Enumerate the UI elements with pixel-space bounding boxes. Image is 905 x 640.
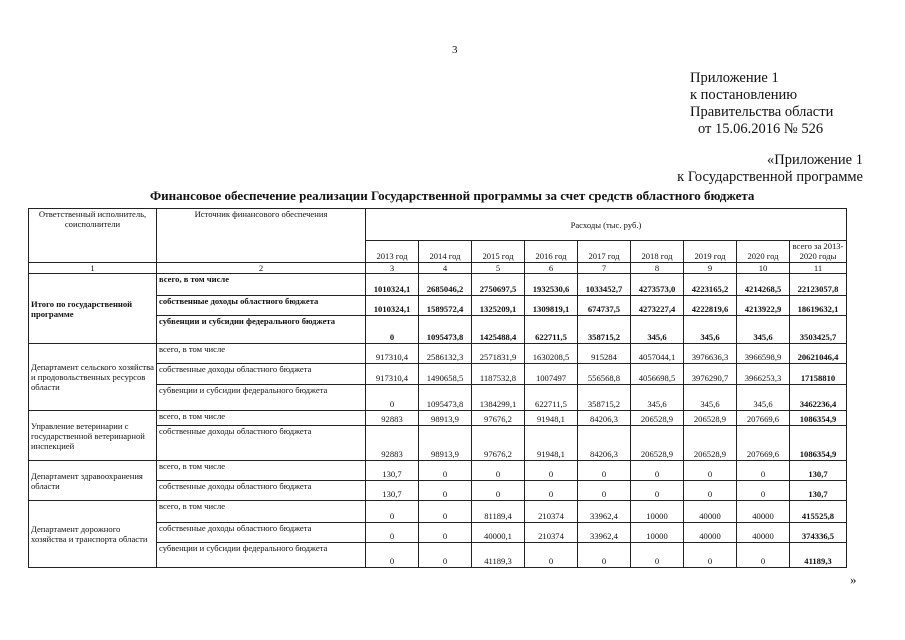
value-cell: 1095473,8 <box>419 316 472 344</box>
value-cell: 358715,2 <box>578 316 631 344</box>
value-cell: 97676,2 <box>472 426 525 461</box>
value-cell: 0 <box>419 481 472 501</box>
value-cell: 0 <box>366 385 419 411</box>
value-cell: 4213922,9 <box>737 296 790 316</box>
table-column-numbers-row <box>29 263 847 274</box>
total-cell: 130,7 <box>790 481 847 501</box>
row-source: собственные доходы областного бюджета <box>157 426 366 461</box>
value-cell: 0 <box>631 481 684 501</box>
row-source: собственные доходы областного бюджета <box>157 364 366 385</box>
header-year: 2020 год <box>737 241 790 263</box>
value-cell: 1010324,1 <box>366 274 419 296</box>
value-cell: 4273227,4 <box>631 296 684 316</box>
value-cell: 674737,5 <box>578 296 631 316</box>
total-cell: 3462236,4 <box>790 385 847 411</box>
total-cell: 41189,3 <box>790 543 847 568</box>
total-cell: 374336,5 <box>790 523 847 543</box>
row-source: всего, в том числе <box>157 501 366 523</box>
value-cell: 2586132,3 <box>419 344 472 364</box>
appendix-header <box>690 70 833 138</box>
value-cell: 1095473,8 <box>419 385 472 411</box>
column-number: 8 <box>631 263 684 274</box>
row-source: собственные доходы областного бюджета <box>157 296 366 316</box>
value-cell: 4057044,1 <box>631 344 684 364</box>
value-cell: 91948,1 <box>525 411 578 426</box>
value-cell: 84206,3 <box>578 411 631 426</box>
value-cell: 345,6 <box>631 385 684 411</box>
value-cell: 1589572,4 <box>419 296 472 316</box>
financing-table <box>28 208 847 568</box>
value-cell: 0 <box>472 461 525 481</box>
value-cell: 0 <box>419 543 472 568</box>
column-number: 4 <box>419 263 472 274</box>
value-cell: 98913,9 <box>419 426 472 461</box>
value-cell: 84206,3 <box>578 426 631 461</box>
row-source: всего, в том числе <box>157 274 366 296</box>
row-group-name: Департамент дорожного хозяйства и транспорта области <box>29 501 157 568</box>
value-cell: 4223165,2 <box>684 274 737 296</box>
value-cell: 3976290,7 <box>684 364 737 385</box>
value-cell: 1425488,4 <box>472 316 525 344</box>
value-cell: 1630208,5 <box>525 344 578 364</box>
column-number: 10 <box>737 263 790 274</box>
total-cell: 18619632,1 <box>790 296 847 316</box>
appendix-line-4: от 15.06.2016 № 526 <box>698 121 824 137</box>
table-row <box>29 501 847 523</box>
total-cell: 3503425,7 <box>790 316 847 344</box>
value-cell: 40000 <box>684 523 737 543</box>
value-cell: 0 <box>578 543 631 568</box>
value-cell: 358715,2 <box>578 385 631 411</box>
value-cell: 556568,8 <box>578 364 631 385</box>
total-cell: 1086354,9 <box>790 411 847 426</box>
header-year: 2018 год <box>631 241 684 263</box>
row-group-name: Департамент здравоохранения области <box>29 461 157 501</box>
header-year: 2016 год <box>525 241 578 263</box>
value-cell: 206528,9 <box>631 411 684 426</box>
row-source: всего, в том числе <box>157 461 366 481</box>
value-cell: 3976636,3 <box>684 344 737 364</box>
value-cell: 210374 <box>525 501 578 523</box>
value-cell: 0 <box>366 523 419 543</box>
value-cell: 0 <box>525 461 578 481</box>
header-total: всего за 2013-2020 годы <box>790 241 847 263</box>
program-appendix-line-2: к Государственной программе <box>677 169 863 185</box>
value-cell: 3966598,9 <box>737 344 790 364</box>
value-cell: 207669,6 <box>737 426 790 461</box>
header-year: 2019 год <box>684 241 737 263</box>
value-cell: 10000 <box>631 501 684 523</box>
column-number: 11 <box>790 263 847 274</box>
appendix-line-3: Правительства области <box>690 104 834 120</box>
value-cell: 1490658,5 <box>419 364 472 385</box>
value-cell: 0 <box>684 481 737 501</box>
total-cell: 22123057,8 <box>790 274 847 296</box>
value-cell: 130,7 <box>366 461 419 481</box>
table-row <box>29 274 847 296</box>
value-cell: 0 <box>737 543 790 568</box>
header-expenses: Расходы (тыс. руб.) <box>366 209 847 241</box>
value-cell: 0 <box>366 501 419 523</box>
value-cell: 345,6 <box>684 316 737 344</box>
value-cell: 40000 <box>684 501 737 523</box>
value-cell: 917310,4 <box>366 344 419 364</box>
value-cell: 1187532,8 <box>472 364 525 385</box>
header-source: Источник финансового обеспечения <box>157 209 366 263</box>
total-cell: 17158810 <box>790 364 847 385</box>
document-title: Финансовое обеспечение реализации Государственной программы за счет средств областного бюджета <box>150 188 755 203</box>
value-cell: 206528,9 <box>631 426 684 461</box>
appendix-line-2: к постановлению <box>690 87 798 103</box>
value-cell: 92883 <box>366 411 419 426</box>
value-cell: 622711,5 <box>525 385 578 411</box>
value-cell: 40000,1 <box>472 523 525 543</box>
value-cell: 0 <box>419 501 472 523</box>
value-cell: 345,6 <box>737 316 790 344</box>
value-cell: 0 <box>578 461 631 481</box>
header-year: 2017 год <box>578 241 631 263</box>
value-cell: 92883 <box>366 426 419 461</box>
value-cell: 81189,4 <box>472 501 525 523</box>
value-cell: 345,6 <box>737 385 790 411</box>
row-source: субвенции и субсидии федерального бюджета <box>157 543 366 568</box>
value-cell: 0 <box>525 543 578 568</box>
value-cell: 0 <box>472 481 525 501</box>
value-cell: 3966253,3 <box>737 364 790 385</box>
header-year: 2013 год <box>366 241 419 263</box>
value-cell: 2571831,9 <box>472 344 525 364</box>
value-cell: 33962,4 <box>578 501 631 523</box>
row-group-name: Департамент сельского хозяйства и продовольственных ресурсов области <box>29 344 157 411</box>
page-number: 3 <box>452 44 458 56</box>
value-cell: 130,7 <box>366 481 419 501</box>
value-cell: 915284 <box>578 344 631 364</box>
appendix-line-1: Приложение 1 <box>690 70 779 86</box>
value-cell: 0 <box>419 523 472 543</box>
value-cell: 41189,3 <box>472 543 525 568</box>
value-cell: 917310,4 <box>366 364 419 385</box>
value-cell: 98913,9 <box>419 411 472 426</box>
value-cell: 0 <box>631 543 684 568</box>
row-source: собственные доходы областного бюджета <box>157 523 366 543</box>
value-cell: 40000 <box>737 523 790 543</box>
value-cell: 97676,2 <box>472 411 525 426</box>
value-cell: 345,6 <box>631 316 684 344</box>
value-cell: 2750697,5 <box>472 274 525 296</box>
value-cell: 4214268,5 <box>737 274 790 296</box>
value-cell: 206528,9 <box>684 411 737 426</box>
value-cell: 0 <box>366 316 419 344</box>
row-source: субвенции и субсидии федерального бюджета <box>157 316 366 344</box>
total-cell: 130,7 <box>790 461 847 481</box>
row-source: собственные доходы областного бюджета <box>157 481 366 501</box>
total-cell: 415525,8 <box>790 501 847 523</box>
value-cell: 10000 <box>631 523 684 543</box>
value-cell: 4222819,6 <box>684 296 737 316</box>
value-cell: 345,6 <box>684 385 737 411</box>
value-cell: 0 <box>737 461 790 481</box>
column-number: 9 <box>684 263 737 274</box>
value-cell: 0 <box>684 461 737 481</box>
header-year: 2015 год <box>472 241 525 263</box>
value-cell: 210374 <box>525 523 578 543</box>
value-cell: 0 <box>578 481 631 501</box>
value-cell: 622711,5 <box>525 316 578 344</box>
value-cell: 33962,4 <box>578 523 631 543</box>
value-cell: 0 <box>737 481 790 501</box>
column-number: 1 <box>29 263 157 274</box>
value-cell: 0 <box>366 543 419 568</box>
value-cell: 0 <box>525 481 578 501</box>
value-cell: 1010324,1 <box>366 296 419 316</box>
header-year: 2014 год <box>419 241 472 263</box>
row-source: всего, в том числе <box>157 411 366 426</box>
total-cell: 1086354,9 <box>790 426 847 461</box>
column-number: 5 <box>472 263 525 274</box>
column-number: 7 <box>578 263 631 274</box>
value-cell: 91948,1 <box>525 426 578 461</box>
row-group-name: Управление ветеринарии с государственной ветеринарной инспекцией <box>29 411 157 461</box>
value-cell: 207669,6 <box>737 411 790 426</box>
value-cell: 1325209,1 <box>472 296 525 316</box>
value-cell: 0 <box>684 543 737 568</box>
value-cell: 0 <box>419 461 472 481</box>
closing-quote: » <box>850 572 857 587</box>
table-row <box>29 411 847 426</box>
value-cell: 4056698,5 <box>631 364 684 385</box>
row-source: субвенции и субсидии федерального бюджета <box>157 385 366 411</box>
value-cell: 2685046,2 <box>419 274 472 296</box>
value-cell: 1007497 <box>525 364 578 385</box>
value-cell: 40000 <box>737 501 790 523</box>
value-cell: 1033452,7 <box>578 274 631 296</box>
column-number: 2 <box>157 263 366 274</box>
value-cell: 1384299,1 <box>472 385 525 411</box>
column-number: 6 <box>525 263 578 274</box>
value-cell: 1309819,1 <box>525 296 578 316</box>
value-cell: 4273573,0 <box>631 274 684 296</box>
value-cell: 206528,9 <box>684 426 737 461</box>
value-cell: 1932530,6 <box>525 274 578 296</box>
header-responsible: Ответственный исполнитель, соисполнители <box>29 209 157 263</box>
column-number: 3 <box>366 263 419 274</box>
program-appendix-header <box>677 152 863 186</box>
table-header-row <box>29 209 847 241</box>
value-cell: 0 <box>631 461 684 481</box>
row-group-name: Итого по государственной программе <box>29 274 157 344</box>
table-row <box>29 461 847 481</box>
total-cell: 20621046,4 <box>790 344 847 364</box>
program-appendix-line-1: «Приложение 1 <box>767 152 863 168</box>
row-source: всего, в том числе <box>157 344 366 364</box>
table-row <box>29 344 847 364</box>
